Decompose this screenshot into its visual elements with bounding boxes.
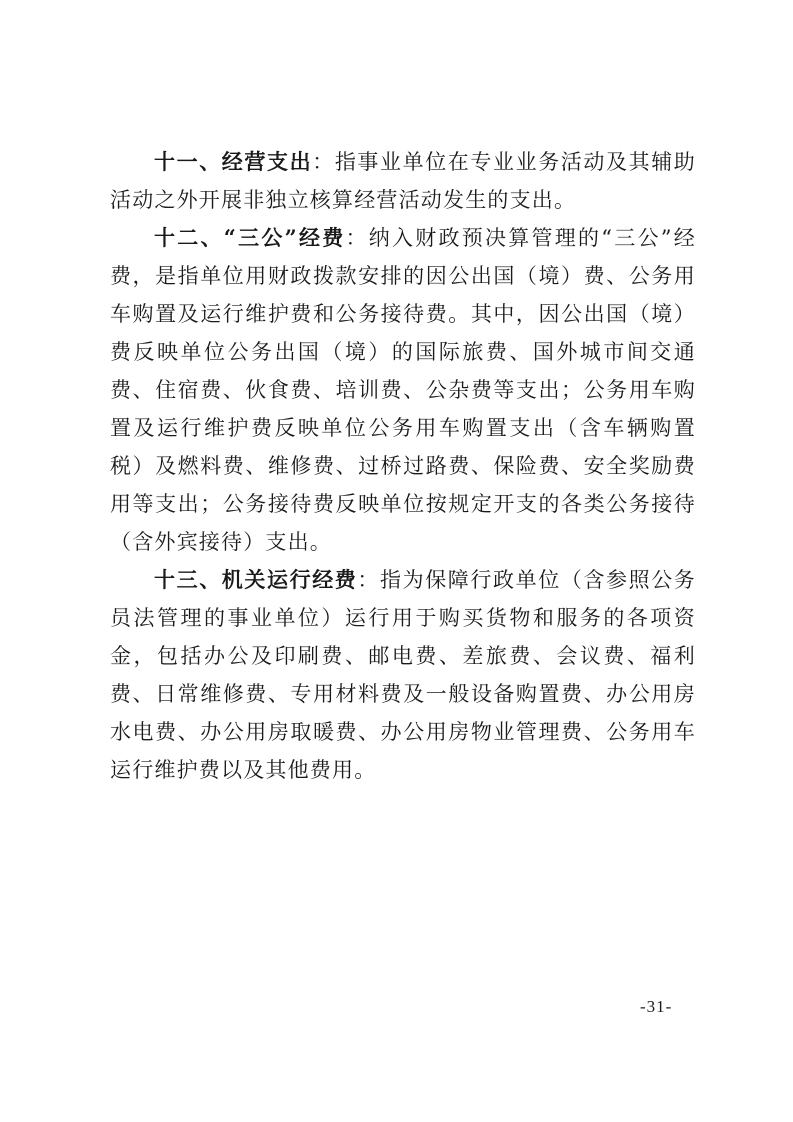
definition-operating-expenditure: 指事业单位在专业业务活动及其辅助活动之外开展非独立核算经营活动发生的支出。 [110, 150, 697, 212]
definition-agency-operating-funds: 指为保障行政单位（含参照公务员法管理的事业单位）运行用于购买货物和服务的各项资金，包括办公及印刷费、邮电费、差旅费、会议费、福利费、日常维修费、专用材料费及一般设备购置费、办公用房水电费、办公用房取暖费、办公用房物业管理费、公务用车运行维护费以及其他费用。 [110, 568, 696, 782]
page-number: -31- [640, 997, 673, 1016]
document-body [110, 143, 696, 789]
term-separator: ： [357, 568, 380, 592]
paragraph-three-public-expenses [110, 219, 696, 561]
term-agency-operating-funds: 十三、机关运行经费 [154, 567, 358, 592]
term-three-public-expenses: 十二、“三公”经费 [154, 225, 346, 250]
paragraph-agency-operating-funds [110, 561, 696, 789]
term-operating-expenditure: 十一、经营支出 [154, 149, 313, 174]
definition-three-public-expenses: 纳入财政预决算管理的“三公”经费，是指单位用财政拨款安排的因公出国（境）费、公务用车购置及运行维护费和公务接待费。其中，因公出国（境）费反映单位公务出国（境）的国际旅费、国外城市间交通费、住宿费、伙食费、培训费、公杂费等支出；公务用车购置及运行维护费反映单位公务用车购置支出（含车辆购置税）及燃料费、维修费、过桥过路费、保险费、安全奖励费用等支出；公务接待费反映单位按规定开支的各类公务接待（含外宾接待）支出。 [110, 226, 696, 554]
paragraph-operating-expenditure [110, 143, 696, 219]
term-separator: ： [345, 226, 369, 250]
term-separator: ： [312, 150, 335, 174]
